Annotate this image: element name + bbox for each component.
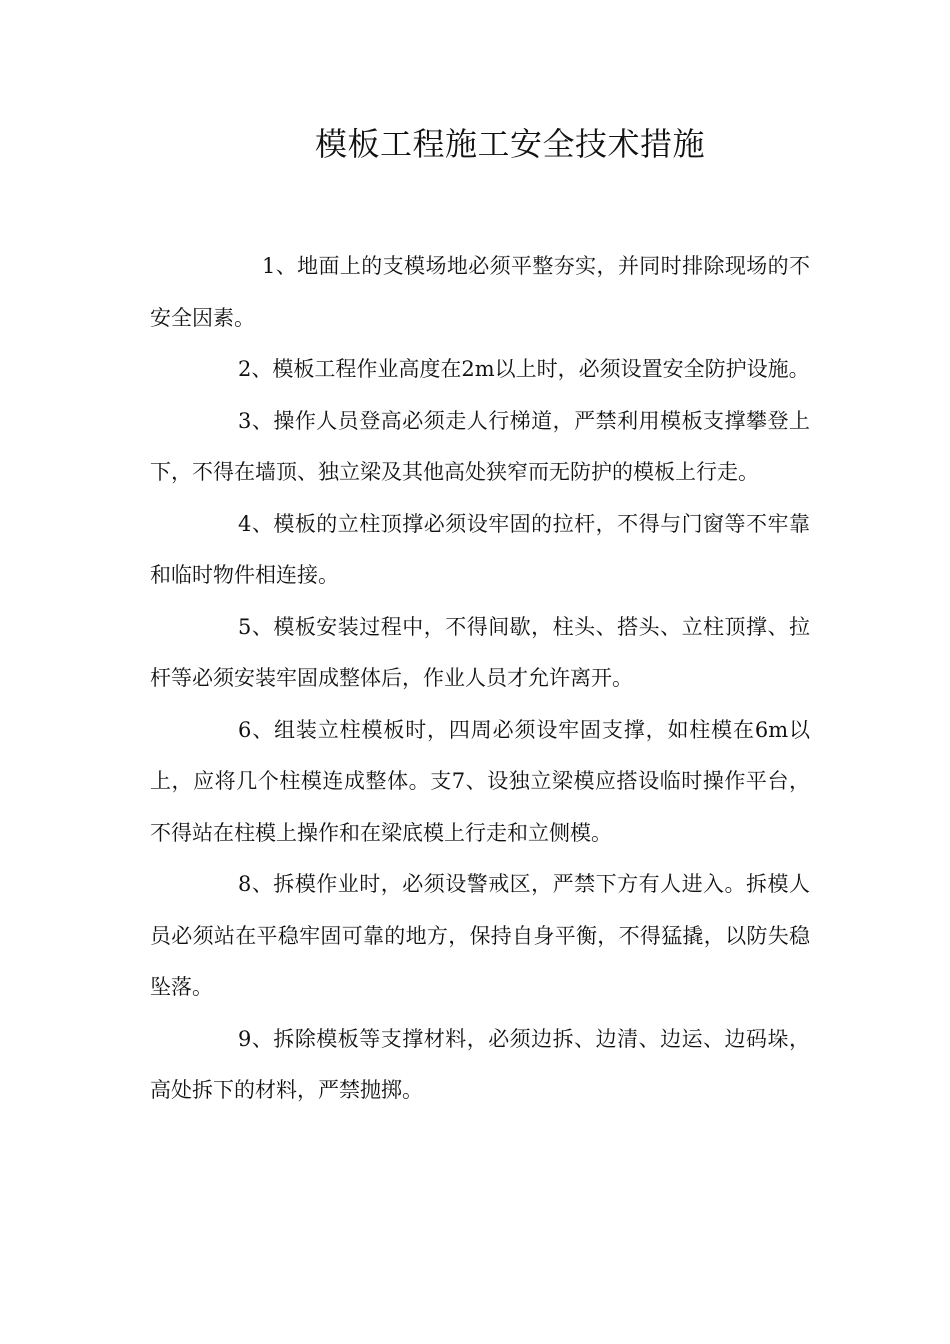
paragraph-2: 2、模板工程作业高度在2m以上时，必须设置安全防护设施。 — [238, 357, 810, 381]
paragraph-5: 5、模板安装过程中，不得间歇，柱头、搭头、立柱顶撑、拉杆等必须安装牢固成整体后，作业人员才允许离开。 — [150, 614, 810, 690]
paragraph-6: 6、组装立柱模板时，四周必须设牢固支撑，如柱模在6m以上，应将几个柱模连成整体。支7、设独立梁模应搭设临时操作平台，不得站在柱模上操作和在梁底模上行走和立侧模。 — [150, 717, 810, 845]
paragraph-3: 3、操作人员登高必须走人行梯道，严禁利用模板支撑攀登上下，不得在墙顶、独立梁及其他高处狭窄而无防护的模板上行走。 — [150, 408, 810, 484]
paragraph-4: 4、模板的立柱顶撑必须设牢固的拉杆，不得与门窗等不牢靠和临时物件相连接。 — [150, 511, 810, 587]
document-title: 模板工程施工安全技术措施 — [314, 125, 705, 163]
paragraph-1: 1、地面上的支模场地必须平整夯实，并同时排除现场的不安全因素。 — [150, 254, 810, 330]
paragraph-8: 8、拆模作业时，必须设警戒区，严禁下方有人进入。拆模人员必须站在平稳牢固可靠的地方，保持自身平衡，不得猛撬，以防失稳坠落。 — [150, 872, 810, 999]
paragraph-9: 9、拆除模板等支撑材料，必须边拆、边清、边运、边码垛，高处拆下的材料，严禁抛掷。 — [150, 1026, 810, 1102]
document-body — [150, 241, 810, 1117]
